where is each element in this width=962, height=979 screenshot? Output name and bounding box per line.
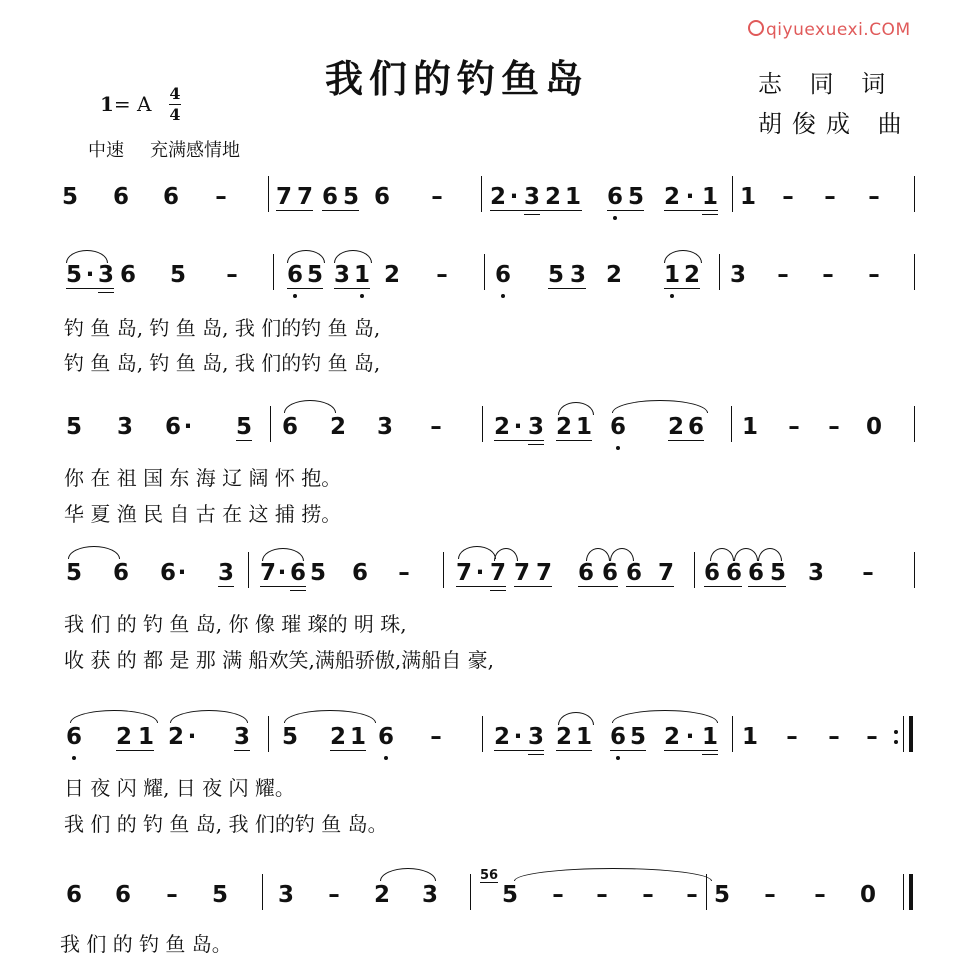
score-line-3: [0, 414, 962, 464]
note: 6: [115, 882, 132, 908]
note: 6: [282, 414, 299, 440]
note: 1: [576, 724, 593, 750]
note: 1: [664, 262, 681, 288]
underline: [556, 750, 592, 751]
note: 7: [658, 560, 675, 586]
note: –: [782, 184, 794, 210]
note: 5: [170, 262, 187, 288]
note: 6: [610, 724, 627, 750]
note: 3: [117, 414, 134, 440]
barline: [694, 552, 695, 588]
slur: [458, 546, 496, 559]
note: 5: [282, 724, 299, 750]
note: 5: [343, 184, 360, 210]
underline: [260, 586, 306, 587]
lyric-verse-1: 我 们 的 钓 鱼 岛, 你 像 璀 璨的 明 珠,: [64, 612, 407, 636]
dot: ·: [513, 724, 523, 750]
barline: [268, 176, 269, 212]
score-line-6: [0, 868, 962, 932]
underline: [524, 214, 540, 215]
note: –: [552, 882, 564, 908]
dot: ·: [685, 184, 695, 210]
note: –: [642, 882, 654, 908]
note: –: [824, 184, 836, 210]
low-dot: [384, 756, 388, 760]
tempo-speed: 中速: [88, 140, 124, 161]
note: 5: [212, 882, 229, 908]
underline: [456, 586, 506, 587]
slur: [284, 400, 336, 413]
note: 2: [494, 414, 511, 440]
key-do: 1: [100, 92, 114, 116]
underline: [236, 440, 252, 441]
note: 1: [138, 724, 155, 750]
note: –: [868, 184, 880, 210]
barline: [719, 254, 720, 290]
tempo-expression: 充满感情地: [150, 140, 240, 161]
barline: [273, 254, 274, 290]
underline: [578, 586, 618, 587]
note: –: [866, 724, 878, 750]
note: 6: [374, 184, 391, 210]
underline: [664, 750, 718, 751]
underline: [748, 586, 786, 587]
barline: [732, 716, 733, 752]
underline: [704, 586, 742, 587]
note: 5: [62, 184, 79, 210]
low-dot: [613, 216, 617, 220]
underline: [664, 288, 700, 289]
lyric-verse-2: 钓 鱼 岛, 钓 鱼 岛, 我 们的钓 鱼 岛,: [64, 351, 381, 375]
lyric-verse-1: 钓 鱼 岛, 钓 鱼 岛, 我 们的钓 鱼 岛,: [64, 316, 381, 340]
low-dot: [293, 294, 297, 298]
note: 2: [490, 184, 507, 210]
note: 6: [322, 184, 339, 210]
note: –: [814, 882, 826, 908]
underline: [702, 754, 718, 755]
barline: [914, 176, 915, 212]
underline: [66, 288, 114, 289]
note: 5: [502, 882, 519, 908]
note: 7: [456, 560, 473, 586]
score-line-5: [0, 724, 962, 774]
note: –: [215, 184, 227, 210]
note: 6: [163, 184, 180, 210]
note: 7: [536, 560, 553, 586]
meter-top: 4: [169, 84, 181, 103]
lyric-verse-2: 我 们 的 钓 鱼 岛, 我 们的钓 鱼 岛。: [64, 812, 388, 836]
meter-bottom: 4: [169, 105, 181, 124]
note: 5: [236, 414, 253, 440]
underline: [330, 750, 366, 751]
barline: [482, 406, 483, 442]
note: 7: [514, 560, 531, 586]
note: 6: [160, 560, 177, 586]
note: 5: [714, 882, 731, 908]
barline: [914, 552, 915, 588]
barline: [731, 406, 732, 442]
note: 1: [350, 724, 367, 750]
note: –: [764, 882, 776, 908]
composer-credit: 胡俊成 曲: [758, 110, 912, 138]
note: 5: [66, 560, 83, 586]
note: 6: [120, 262, 137, 288]
note: 6: [165, 414, 182, 440]
grace-underline: [480, 882, 498, 883]
dot: ·: [187, 724, 197, 750]
underline: [494, 750, 544, 751]
note: 2: [494, 724, 511, 750]
note: –: [822, 262, 834, 288]
dot: ·: [475, 560, 485, 586]
note: 1: [742, 414, 759, 440]
note: 3: [98, 262, 115, 288]
note: 5: [66, 414, 83, 440]
underline: [668, 440, 704, 441]
note: 2: [374, 882, 391, 908]
note: 5: [310, 560, 327, 586]
note: 2: [330, 724, 347, 750]
low-dot: [501, 294, 505, 298]
note: 3: [334, 262, 351, 288]
score-line-4: [0, 560, 962, 610]
time-signature: [167, 84, 183, 125]
note: 6: [113, 184, 130, 210]
key-value: = A: [113, 92, 152, 116]
underline: [334, 288, 370, 289]
dot: ·: [183, 414, 193, 440]
note: –: [328, 882, 340, 908]
underline: [514, 586, 552, 587]
note: 6: [610, 414, 627, 440]
repeat-dot: [894, 730, 898, 734]
low-dot: [360, 294, 364, 298]
note: 2: [556, 724, 573, 750]
barline: [268, 716, 269, 752]
note: 5: [307, 262, 324, 288]
note: –: [777, 262, 789, 288]
underline: [276, 210, 313, 211]
note: 6: [378, 724, 395, 750]
barline: [443, 552, 444, 588]
note: –: [862, 560, 874, 586]
dot: ·: [85, 262, 95, 288]
note: –: [436, 262, 448, 288]
note: 6: [748, 560, 765, 586]
lyric-verse-1: 你 在 祖 国 东 海 辽 阔 怀 抱。: [64, 466, 342, 490]
note: 5: [630, 724, 647, 750]
final-barline: [903, 874, 904, 910]
note: –: [166, 882, 178, 908]
note: 2: [664, 184, 681, 210]
slur: [380, 868, 436, 881]
note: 5: [628, 184, 645, 210]
note: 2: [668, 414, 685, 440]
note: –: [786, 724, 798, 750]
note: 3: [528, 414, 545, 440]
note: 7: [260, 560, 277, 586]
repeat-dot: [894, 740, 898, 744]
underline: [664, 210, 718, 211]
note: 6: [113, 560, 130, 586]
underline: [490, 590, 506, 591]
slur: [170, 710, 248, 723]
barline: [484, 254, 485, 290]
slur: [284, 710, 376, 723]
note: –: [226, 262, 238, 288]
barline: [482, 716, 483, 752]
repeat-barline: [903, 716, 904, 752]
dot: ·: [509, 184, 519, 210]
note: 0: [866, 414, 883, 440]
low-dot: [670, 294, 674, 298]
final-barline-thick: [909, 874, 913, 910]
underline: [490, 210, 582, 211]
slur: [612, 400, 708, 413]
note: 3: [808, 560, 825, 586]
note: 2: [684, 262, 701, 288]
note: 2: [545, 184, 562, 210]
note: 7: [276, 184, 293, 210]
note: 5: [66, 262, 83, 288]
slur: [70, 710, 158, 723]
barline: [248, 552, 249, 588]
slur: [514, 868, 712, 881]
note: 3: [218, 560, 235, 586]
note: 6: [287, 262, 304, 288]
note: 6: [607, 184, 624, 210]
note: –: [868, 262, 880, 288]
note: 1: [702, 184, 719, 210]
underline: [556, 440, 592, 441]
dot: ·: [277, 560, 287, 586]
note: 5: [770, 560, 787, 586]
note: 6: [66, 882, 83, 908]
underline: [98, 292, 114, 293]
barline: [706, 874, 707, 910]
note: 6: [290, 560, 307, 586]
note: 6: [66, 724, 83, 750]
repeat-barline-thick: [909, 716, 913, 752]
note: –: [430, 414, 442, 440]
note: 1: [354, 262, 371, 288]
note: 6: [602, 560, 619, 586]
note: 6: [495, 262, 512, 288]
slur: [612, 710, 718, 723]
lyric-verse-2: 收 获 的 都 是 那 满 船欢笑,满船骄傲,满船自 豪,: [64, 648, 494, 672]
dot: ·: [685, 724, 695, 750]
note: 1: [576, 414, 593, 440]
lyric-verse-1: 日 夜 闪 耀, 日 夜 闪 耀。: [64, 776, 295, 800]
note: 3: [528, 724, 545, 750]
underline: [607, 210, 644, 211]
barline: [914, 406, 915, 442]
note: 6: [704, 560, 721, 586]
note: 7: [490, 560, 507, 586]
note: 2: [330, 414, 347, 440]
note: 6: [626, 560, 643, 586]
barline: [470, 874, 471, 910]
underline: [548, 288, 586, 289]
note: –: [788, 414, 800, 440]
song-title: 我们的钓鱼岛: [325, 56, 590, 101]
note: 2: [168, 724, 185, 750]
watermark-text: qiyuexuexi.COM: [766, 20, 911, 40]
note: –: [596, 882, 608, 908]
note: 0: [860, 882, 877, 908]
underline: [218, 586, 234, 587]
lyricist-credit: 志 同 词: [758, 70, 896, 98]
tempo-marking: [88, 136, 240, 162]
note: 2: [606, 262, 623, 288]
slur: [68, 546, 120, 559]
low-dot: [616, 756, 620, 760]
note: 1: [702, 724, 719, 750]
underline: [702, 214, 718, 215]
note: 3: [278, 882, 295, 908]
note: –: [686, 882, 698, 908]
note: –: [431, 184, 443, 210]
underline: [528, 444, 544, 445]
key-signature: [100, 92, 151, 116]
note: 3: [570, 262, 587, 288]
dot: ·: [513, 414, 523, 440]
underline: [287, 288, 323, 289]
dot: ·: [177, 560, 187, 586]
barline: [262, 874, 263, 910]
score-line-1: [0, 184, 962, 234]
note: 2: [556, 414, 573, 440]
note: 1: [740, 184, 757, 210]
barline: [481, 176, 482, 212]
underline: [322, 210, 359, 211]
watermark-logo: [748, 20, 911, 40]
underline: [528, 754, 544, 755]
barline: [270, 406, 271, 442]
note: 3: [422, 882, 439, 908]
barline: [732, 176, 733, 212]
underline: [626, 586, 674, 587]
underline: [116, 750, 154, 751]
low-dot: [72, 756, 76, 760]
note: 5: [548, 262, 565, 288]
note: 6: [688, 414, 705, 440]
underline: [494, 440, 544, 441]
lyric-verse-2: 华 夏 渔 民 自 古 在 这 捕 捞。: [64, 502, 342, 526]
note: 3: [730, 262, 747, 288]
underline: [610, 750, 646, 751]
underline: [234, 750, 250, 751]
underline: [290, 590, 306, 591]
barline: [914, 254, 915, 290]
note: 2: [384, 262, 401, 288]
note: 1: [565, 184, 582, 210]
note: 6: [352, 560, 369, 586]
low-dot: [616, 446, 620, 450]
note: 1: [742, 724, 759, 750]
note: –: [398, 560, 410, 586]
note: 3: [377, 414, 394, 440]
note: 6: [578, 560, 595, 586]
note: –: [828, 724, 840, 750]
note: 6: [726, 560, 743, 586]
lyric-line: 我 们 的 钓 鱼 岛。: [60, 932, 232, 956]
logo-icon: [748, 20, 764, 36]
note: –: [430, 724, 442, 750]
grace-notes: 56: [480, 868, 499, 883]
score-line-2: [0, 262, 962, 312]
note: 2: [116, 724, 133, 750]
note: 7: [297, 184, 314, 210]
note: –: [828, 414, 840, 440]
note: 2: [664, 724, 681, 750]
note: 3: [234, 724, 251, 750]
note: 3: [524, 184, 541, 210]
